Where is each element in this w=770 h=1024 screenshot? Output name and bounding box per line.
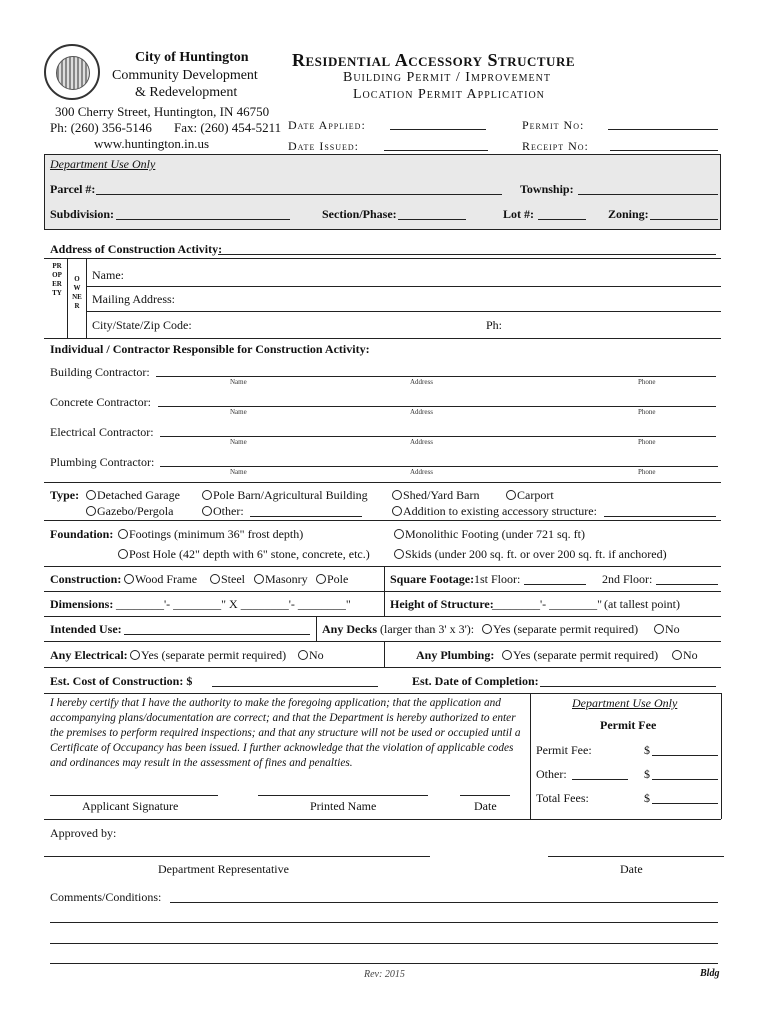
electrical-no-option[interactable] — [298, 648, 324, 663]
radio-icon[interactable] — [210, 574, 220, 584]
radio-icon[interactable] — [672, 650, 682, 660]
plumbing-no-label: No — [683, 648, 698, 662]
total-fees-dollar: $ — [644, 791, 650, 805]
sub-name: Name — [230, 438, 247, 446]
electrical-contractor-label: Electrical Contractor: — [50, 425, 154, 439]
intended-use-field[interactable] — [124, 634, 310, 635]
printed-name-label: Printed Name — [310, 799, 377, 813]
radio-icon[interactable] — [86, 506, 96, 516]
parcel-field[interactable] — [96, 194, 502, 195]
form-title: Residential Accessory Structure — [292, 50, 576, 70]
owner-divider-1 — [67, 258, 68, 338]
other-type-option[interactable] — [202, 504, 244, 519]
dimensions-top-border — [44, 591, 721, 592]
certify-bottom-border — [44, 819, 530, 820]
building-contractor-field[interactable] — [156, 376, 716, 377]
fees-left-border — [530, 693, 531, 819]
shed-option[interactable] — [392, 488, 479, 503]
estimated-cost-field[interactable] — [212, 686, 378, 687]
other-fee-label: Other: — [536, 767, 567, 781]
completion-date-field[interactable] — [540, 686, 716, 687]
owner-name-field[interactable] — [86, 286, 721, 287]
approval-date-label: Date — [620, 862, 643, 876]
construction-address-label: Address of Construction Activity: — [50, 242, 223, 256]
phone-number: Ph: (260) 356-5146 — [50, 120, 152, 135]
pole-barn-label: Pole Barn/Agricultural Building — [213, 488, 368, 502]
second-floor-field[interactable] — [656, 584, 718, 585]
permit-fee-field[interactable] — [652, 755, 718, 756]
fax-number: Fax: (260) 454-5211 — [174, 120, 282, 135]
radio-icon[interactable] — [124, 574, 134, 584]
radio-icon[interactable] — [86, 490, 96, 500]
steel-option[interactable] — [210, 572, 245, 587]
carport-option[interactable] — [506, 488, 554, 503]
construction-address-field[interactable] — [218, 254, 716, 255]
pole-label: Pole — [327, 572, 349, 586]
owner-block-top-border — [44, 258, 721, 259]
building-contractor-label: Building Contractor: — [50, 365, 150, 379]
other-fee-field[interactable] — [652, 779, 718, 780]
certification-statement: I hereby certify that I have the authority to make the foregoing application; that the application and accompanying plans/documentation are correct; and that the Department is hereby authorized to enter the premises to perform required inspections; and that any structure will not be used or occupied until a Certificate of Occupancy has been issued. I further acknowledge that the violation of applicable codes and ordinances may result in the assessment of fines and penalties. — [50, 697, 521, 769]
permit-fee-heading: Permit Fee — [600, 718, 657, 732]
footings-label: Footings (minimum 36" frost depth) — [129, 527, 304, 541]
first-floor-label: 1st Floor: — [474, 572, 521, 586]
department-representative-label: Department Representative — [158, 862, 289, 876]
approved-by-label: Approved by: — [50, 826, 117, 840]
concrete-contractor-field[interactable] — [158, 406, 716, 407]
electrical-label: Any Electrical: — [50, 648, 128, 662]
comments-field-line-1[interactable] — [170, 902, 718, 903]
second-floor-label: 2nd Floor: — [602, 572, 653, 586]
foundation-top-border — [44, 520, 721, 521]
skids-option[interactable] — [394, 547, 667, 562]
sub-address: Address — [410, 408, 433, 416]
date-issued-label: Date Issued: — [288, 139, 359, 153]
dimensions-field[interactable]: ________'- ________" X ________'- ________" — [116, 597, 351, 611]
owner-vertical-label: OWNER — [72, 275, 82, 310]
fees-bottom-border — [530, 819, 721, 820]
pole-option[interactable] — [316, 572, 348, 587]
intended-top-border — [44, 616, 721, 617]
footings-option[interactable] — [118, 527, 303, 542]
department-use-label: Department Use Only — [50, 157, 156, 171]
permit-no-label: Permit No: — [522, 118, 585, 132]
radio-icon[interactable] — [654, 624, 664, 634]
plumbing-contractor-label: Plumbing Contractor: — [50, 455, 155, 469]
website: www.huntington.in.us — [94, 136, 210, 151]
comments-label: Comments/Conditions: — [50, 890, 162, 904]
square-footage-label: Square Footage: — [390, 572, 475, 586]
applicant-signature-label: Applicant Signature — [82, 799, 179, 813]
permit-fee-label: Permit Fee: — [536, 743, 592, 757]
subdivision-field[interactable] — [116, 219, 290, 220]
skids-label: Skids (under 200 sq. ft. or over 200 sq. ft. if anchored) — [405, 547, 667, 561]
city-name: City of Huntington — [135, 50, 249, 65]
lot-label: Lot #: — [503, 207, 534, 221]
electrical-contractor-field[interactable] — [160, 436, 716, 437]
owner-divider-2 — [86, 258, 87, 338]
monolithic-label: Monolithic Footing (under 721 sq. ft) — [405, 527, 585, 541]
section-field[interactable] — [398, 219, 466, 220]
signature-date-label: Date — [474, 799, 497, 813]
electrical-no-label: No — [309, 648, 324, 662]
masonry-option[interactable] — [254, 572, 308, 587]
electrical-divider — [384, 641, 385, 667]
radio-icon[interactable] — [316, 574, 326, 584]
post-hole-label: Post Hole (42" depth with 6" stone, concrete, etc.) — [129, 547, 370, 561]
decks-question — [322, 622, 474, 637]
sub-name: Name — [230, 378, 247, 386]
intended-use-label: Intended Use: — [50, 622, 122, 636]
permit-fee-dollar: $ — [644, 743, 650, 757]
approval-date-field[interactable] — [548, 856, 724, 857]
decks-yes-label: Yes (separate permit required) — [493, 622, 639, 636]
pole-barn-option[interactable] — [202, 488, 368, 503]
radio-icon[interactable] — [482, 624, 492, 634]
lot-field[interactable] — [538, 219, 586, 220]
first-floor-field[interactable] — [524, 584, 586, 585]
city-seal — [44, 44, 100, 100]
permit-no-field[interactable] — [608, 129, 718, 130]
contractor-heading: Individual / Contractor Responsible for Construction Activity: — [50, 342, 370, 356]
dept-line-1: Community Development — [112, 68, 258, 83]
department-representative-field[interactable] — [44, 856, 430, 857]
carport-label: Carport — [517, 488, 554, 502]
sub-phone: Phone — [638, 468, 656, 476]
addition-option[interactable] — [392, 504, 597, 519]
printed-name-field[interactable] — [258, 795, 428, 796]
decks-no-label: No — [665, 622, 680, 636]
sub-phone: Phone — [638, 408, 656, 416]
total-fees-field[interactable] — [652, 803, 718, 804]
cost-top-border — [44, 667, 721, 668]
form-subtitle-1: Building Permit / Improvement — [343, 70, 551, 85]
plumbing-label: Any Plumbing: — [416, 648, 495, 662]
wood-frame-label: Wood Frame — [135, 572, 198, 586]
post-hole-option[interactable] — [118, 547, 370, 562]
section-label: Section/Phase: — [322, 207, 397, 221]
radio-icon[interactable] — [394, 549, 404, 559]
sub-phone: Phone — [638, 438, 656, 446]
city-state-zip-label: City/State/Zip Code: — [92, 318, 192, 332]
decks-note: (larger than 3' x 3'): — [380, 622, 475, 636]
owner-name-label: Name: — [92, 268, 124, 282]
intended-divider — [316, 616, 317, 641]
addition-label: Addition to existing accessory structure: — [403, 504, 597, 518]
sub-name: Name — [230, 408, 247, 416]
comments-field-line-2[interactable] — [50, 922, 718, 923]
total-fees-label: Total Fees: — [536, 791, 589, 805]
electrical-yes-option[interactable] — [130, 648, 286, 663]
masonry-label: Masonry — [265, 572, 308, 586]
decks-no-option[interactable] — [654, 622, 680, 637]
fees-department-use-label: Department Use Only — [572, 696, 678, 710]
seal-building-image — [56, 56, 90, 90]
dimensions-label: Dimensions: — [50, 597, 114, 611]
construction-label: Construction: — [50, 572, 122, 586]
other-type-field[interactable] — [250, 516, 362, 517]
receipt-no-label: Receipt No: — [522, 139, 589, 153]
construction-top-border — [44, 566, 721, 567]
other-type-label: Other: — [213, 504, 244, 518]
owner-phone-label: Ph: — [486, 318, 503, 332]
date-issued-field[interactable] — [384, 150, 488, 151]
parcel-label: Parcel #: — [50, 182, 96, 196]
radio-icon[interactable] — [298, 650, 308, 660]
township-label: Township: — [520, 182, 574, 196]
sub-name: Name — [230, 468, 247, 476]
electrical-top-border — [44, 641, 721, 642]
plumbing-no-option[interactable] — [672, 648, 698, 663]
form-subtitle-2: Location Permit Application — [353, 87, 545, 102]
zoning-field[interactable] — [650, 219, 718, 220]
radio-icon[interactable] — [392, 506, 402, 516]
radio-icon[interactable] — [118, 549, 128, 559]
radio-icon[interactable] — [130, 650, 140, 660]
revision-label: Rev: 2015 — [364, 969, 405, 980]
decks-label: Any Decks — [322, 622, 378, 636]
sub-phone: Phone — [638, 378, 656, 386]
mailing-address-field[interactable] — [86, 311, 721, 312]
estimated-cost-label: Est. Cost of Construction: $ — [50, 674, 193, 688]
bldg-label: Bldg — [700, 968, 720, 979]
township-field[interactable] — [578, 194, 718, 195]
certify-top-border — [44, 693, 721, 694]
sub-address: Address — [410, 378, 433, 386]
radio-icon[interactable] — [392, 490, 402, 500]
comments-field-line-3[interactable] — [50, 943, 718, 944]
property-vertical-label: PROPERTY — [52, 262, 62, 297]
comments-field-line-4[interactable] — [50, 963, 718, 964]
mailing-address-label: Mailing Address: — [92, 292, 175, 306]
zoning-label: Zoning: — [608, 207, 649, 221]
type-label: Type: — [50, 488, 80, 502]
owner-block-bottom-border — [44, 338, 721, 339]
gazebo-option[interactable] — [86, 504, 173, 519]
sub-address: Address — [410, 438, 433, 446]
concrete-contractor-label: Concrete Contractor: — [50, 395, 151, 409]
plumbing-yes-label: Yes (separate permit required) — [513, 648, 659, 662]
street-address: 300 Cherry Street, Huntington, IN 46750 — [55, 104, 270, 119]
shed-label: Shed/Yard Barn — [403, 488, 480, 502]
electrical-yes-label: Yes (separate permit required) — [141, 648, 287, 662]
steel-label: Steel — [221, 572, 245, 586]
applicant-signature-field[interactable] — [50, 795, 218, 796]
completion-date-label: Est. Date of Completion: — [412, 674, 539, 688]
radio-icon[interactable] — [202, 506, 212, 516]
plumbing-contractor-field[interactable] — [160, 466, 718, 467]
radio-icon[interactable] — [254, 574, 264, 584]
detached-garage-option[interactable] — [86, 488, 180, 503]
height-label: Height of Structure: — [390, 597, 494, 611]
date-applied-field[interactable] — [390, 129, 486, 130]
radio-icon[interactable] — [118, 529, 128, 539]
plumbing-yes-option[interactable] — [502, 648, 658, 663]
detached-garage-label: Detached Garage — [97, 488, 180, 502]
type-section-top-border — [44, 482, 721, 483]
other-fee-desc-field[interactable] — [572, 779, 628, 780]
monolithic-option[interactable] — [394, 527, 585, 542]
receipt-no-field[interactable] — [610, 150, 718, 151]
addition-field[interactable] — [604, 516, 716, 517]
gazebo-label: Gazebo/Pergola — [97, 504, 174, 518]
radio-icon[interactable] — [202, 490, 212, 500]
tallest-point-note: (at tallest point) — [604, 597, 680, 611]
radio-icon[interactable] — [502, 650, 512, 660]
signature-date-field[interactable] — [460, 795, 510, 796]
date-applied-label: Date Applied: — [288, 118, 366, 132]
other-fee-dollar: $ — [644, 767, 650, 781]
dept-line-2: & Redevelopment — [135, 85, 238, 100]
height-field[interactable]: ________'- ________" — [492, 597, 603, 611]
decks-yes-option[interactable] — [482, 622, 638, 637]
fees-right-border — [721, 693, 722, 819]
radio-icon[interactable] — [394, 529, 404, 539]
sub-address: Address — [410, 468, 433, 476]
radio-icon[interactable] — [506, 490, 516, 500]
subdivision-label: Subdivision: — [50, 207, 115, 221]
wood-frame-option[interactable] — [124, 572, 197, 587]
foundation-label: Foundation: — [50, 527, 114, 541]
